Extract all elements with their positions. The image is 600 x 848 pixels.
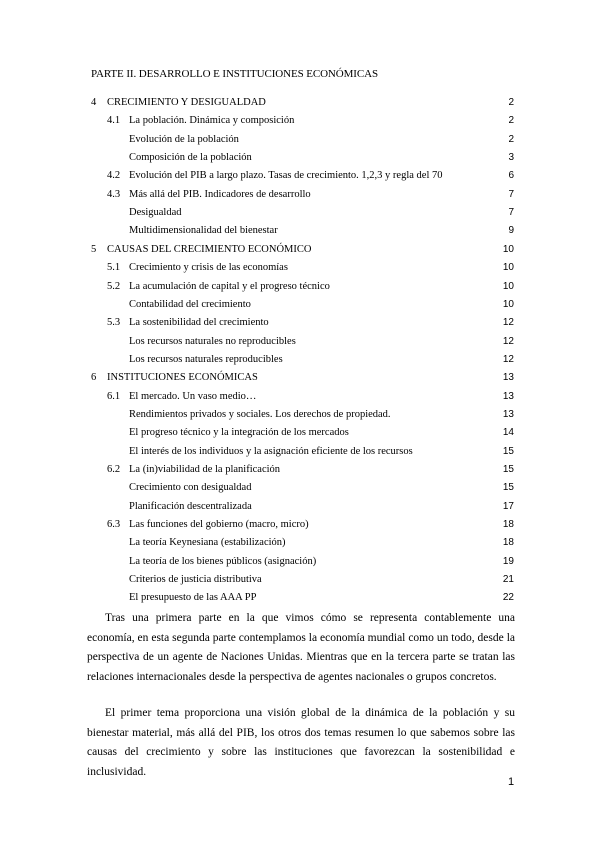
toc-entry-number: 4.3 — [107, 188, 121, 200]
toc-entry-page: 2 — [508, 133, 514, 145]
toc-entry[interactable] — [0, 94, 600, 112]
toc-entry-title: Rendimientos privados y sociales. Los derechos de propiedad. — [129, 408, 391, 420]
toc-entry[interactable] — [0, 571, 600, 589]
toc-entry-number: 5 — [91, 243, 97, 255]
toc-entry-number: 6 — [91, 372, 97, 384]
toc-entry-title: Contabilidad del crecimiento — [129, 298, 251, 310]
toc-entry-number: 6.1 — [107, 390, 121, 402]
toc-entry-page: 15 — [502, 445, 514, 457]
toc-entry-title: Crecimiento con desigualdad — [129, 482, 252, 494]
toc-entry-page: 10 — [502, 280, 514, 292]
toc-entry-page: 7 — [508, 188, 514, 200]
toc-entry-page: 13 — [502, 408, 514, 420]
toc-entry-title: Desigualdad — [129, 207, 182, 219]
toc-entry-number: 4.2 — [107, 170, 121, 182]
paragraph-text: El primer tema proporciona una visión global de la dinámica de la población y su bienestar material, más allá del PIB, los otros dos temas resumen lo que sabemos sobre las causas del crecimiento y sobre las instituciones que favorezcan la sostenibilidad e inclusividad. — [87, 707, 515, 778]
toc-entry[interactable] — [0, 314, 600, 332]
toc-entry-title: La sostenibilidad del crecimiento — [129, 317, 269, 329]
toc-entry-page: 13 — [502, 372, 514, 384]
toc-entry[interactable] — [0, 278, 600, 296]
toc-entry-title: Evolución de la población — [129, 133, 239, 145]
toc-entry-page: 22 — [502, 592, 514, 604]
intro-paragraph-1 — [87, 609, 515, 687]
toc-entry-title: El presupuesto de las AAA PP — [129, 592, 257, 604]
toc-entry-title: Multidimensionalidad del bienestar — [129, 225, 278, 237]
toc-entry-number: 4.1 — [107, 115, 121, 127]
toc-entry[interactable] — [0, 534, 600, 552]
part-heading: PARTE II. DESARROLLO E INSTITUCIONES ECONÓMICAS — [91, 68, 378, 80]
toc-entry-page: 19 — [502, 555, 514, 567]
paragraph-text: Tras una primera parte en la que vimos cómo se representa contablemente una economía, en esta segunda parte contemplamos la economía mundial como un todo, desde la perspectiva de un agente de Naciones Unidas. Mientras que en la tercera parte se tratan las relaciones internacionales desde la perspectiva de agentes nacionales o grupos concretos. — [87, 612, 515, 683]
toc-entry[interactable] — [0, 186, 600, 204]
toc-entry[interactable] — [0, 479, 600, 497]
toc-entry[interactable] — [0, 241, 600, 259]
toc-entry-page: 14 — [502, 427, 514, 439]
toc-entry-page: 17 — [502, 500, 514, 512]
toc-entry-title: El interés de los individuos y la asignación eficiente de los recursos — [129, 445, 413, 457]
toc-entry[interactable] — [0, 222, 600, 240]
toc-entry-title: La teoría Keynesiana (estabilización) — [129, 537, 286, 549]
toc-entry-title: Las funciones del gobierno (macro, micro) — [129, 519, 309, 531]
toc-entry[interactable] — [0, 259, 600, 277]
toc-entry-title: INSTITUCIONES ECONÓMICAS — [107, 372, 258, 384]
toc-entry-page: 2 — [508, 115, 514, 127]
toc-entry[interactable] — [0, 333, 600, 351]
toc-entry[interactable] — [0, 461, 600, 479]
toc-entry[interactable] — [0, 131, 600, 149]
toc-entry-page: 13 — [502, 390, 514, 402]
toc-entry-page: 10 — [502, 243, 514, 255]
toc-entry-title: Evolución del PIB a largo plazo. Tasas de crecimiento. 1,2,3 y regla del 70 — [129, 170, 443, 182]
toc-entry-page: 10 — [502, 298, 514, 310]
toc-entry[interactable] — [0, 112, 600, 130]
toc-entry[interactable] — [0, 553, 600, 571]
toc-entry-page: 9 — [508, 225, 514, 237]
toc-entry-page: 15 — [502, 482, 514, 494]
toc-entry-page: 7 — [508, 207, 514, 219]
toc-entry[interactable] — [0, 149, 600, 167]
toc-entry-page: 6 — [508, 170, 514, 182]
toc-entry-title: El mercado. Un vaso medio… — [129, 390, 257, 402]
toc-entry[interactable] — [0, 388, 600, 406]
toc-entry-title: La acumulación de capital y el progreso técnico — [129, 280, 330, 292]
toc-entry-page: 18 — [502, 537, 514, 549]
toc-entry-page: 21 — [502, 574, 514, 586]
toc-entry-title: Crecimiento y crisis de las economías — [129, 262, 288, 274]
toc-entry-page: 2 — [508, 97, 514, 108]
toc-entry-title: Los recursos naturales reproducibles — [129, 353, 283, 365]
toc-entry[interactable] — [0, 424, 600, 442]
toc-entry-number: 5.3 — [107, 317, 121, 329]
toc-entry-number: 5.2 — [107, 280, 121, 292]
toc-entry-page: 10 — [502, 262, 514, 274]
toc-entry-number: 6.2 — [107, 464, 121, 475]
toc-entry-title: La teoría de los bienes públicos (asignación) — [129, 555, 317, 567]
toc-entry-title: Planificación descentralizada — [129, 500, 252, 512]
toc-entry-title: El progreso técnico y la integración de los mercados — [129, 427, 349, 439]
intro-paragraph-2 — [87, 704, 515, 782]
toc-entry-title: Criterios de justicia distributiva — [129, 574, 262, 586]
toc-entry[interactable] — [0, 351, 600, 369]
toc-entry[interactable] — [0, 296, 600, 314]
toc-entry-title: CAUSAS DEL CRECIMIENTO ECONÓMICO — [107, 243, 312, 255]
toc-entry-number: 6.3 — [107, 519, 121, 531]
toc-entry-title: La población. Dinámica y composición — [129, 115, 295, 127]
toc-entry-page: 15 — [502, 464, 514, 475]
toc-entry[interactable] — [0, 443, 600, 461]
toc-entry[interactable] — [0, 498, 600, 516]
toc-entry-title: La (in)viabilidad de la planificación — [129, 464, 281, 475]
toc-entry-page: 18 — [502, 519, 514, 531]
toc-entry-page: 3 — [508, 152, 514, 164]
toc-entry-page: 12 — [502, 335, 514, 347]
toc-entry-number: 4 — [91, 97, 97, 108]
toc-entry-title: Los recursos naturales no reproducibles — [129, 335, 296, 347]
toc-entry[interactable] — [0, 516, 600, 534]
toc-entry[interactable] — [0, 406, 600, 424]
toc-entry-page: 12 — [502, 317, 514, 329]
toc-entry-number: 5.1 — [107, 262, 121, 274]
toc-entry-page: 12 — [502, 353, 514, 365]
toc-entry[interactable] — [0, 167, 600, 185]
toc-entry[interactable] — [0, 589, 600, 607]
toc-entry[interactable] — [0, 369, 600, 387]
toc-entry[interactable] — [0, 204, 600, 222]
toc-entry-title: Más allá del PIB. Indicadores de desarrollo — [129, 188, 311, 200]
toc-entry-title: Composición de la población — [129, 152, 252, 164]
page-number: 1 — [508, 776, 515, 788]
toc-entry-title: CRECIMIENTO Y DESIGUALDAD — [107, 97, 266, 108]
